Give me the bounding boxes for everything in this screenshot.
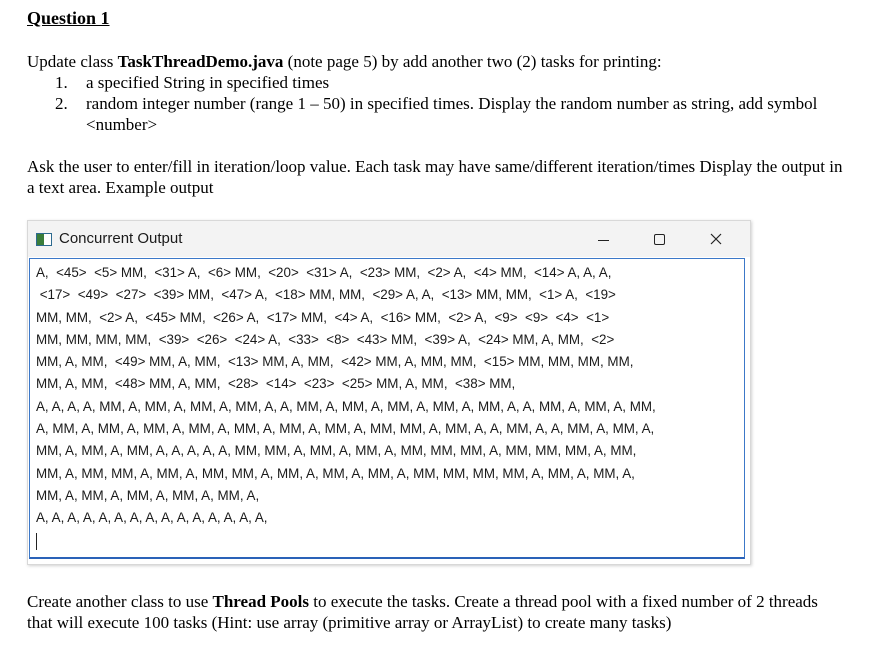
intro-text-after: (note page 5) by add another two (2) tasks for printing: [283, 52, 662, 71]
app-icon [36, 233, 52, 246]
output-line: MM, A, MM, A, MM, A, MM, A, MM, A, [36, 487, 260, 503]
task-text: a specified String in specified times [86, 73, 330, 92]
task-item [55, 93, 835, 135]
intro-paragraph [27, 51, 847, 72]
output-line: MM, MM, <2> A, <45> MM, <26> A, <17> MM, <4> A, <16> MM, <2> A, <9> <9> <4> <1> [36, 309, 610, 325]
closing-paragraph [27, 591, 847, 633]
output-line: A, MM, A, MM, A, MM, A, MM, A, MM, A, MM, A, MM, A, MM, MM, A, MM, A, A, MM, A, A, MM, A, MM, A, [36, 421, 655, 437]
output-line: MM, MM, MM, MM, <39> <26> <24> A, <33> <8> <43> MM, <39> A, <24> MM, A, MM, <2> [36, 331, 615, 347]
task-number: 1. [55, 73, 68, 92]
thread-pools-emphasis: Thread Pools [212, 592, 310, 611]
output-line: MM, A, MM, A, MM, A, A, A, A, A, MM, MM, A, MM, A, MM, A, MM, MM, MM, A, MM, MM, MM, A, MM, [36, 443, 637, 459]
output-line: A, A, A, A, MM, A, MM, A, MM, A, MM, A, A, MM, A, MM, A, MM, A, MM, A, MM, A, A, MM, A, MM, A, MM, [36, 398, 656, 414]
output-line: A, <45> <5> MM, <31> A, <6> MM, <20> <31> A, <23> MM, <2> A, <4> MM, <14> A, A, A, [36, 265, 612, 280]
intro-text-before: Update class [27, 52, 118, 71]
window-titlebar[interactable] [28, 221, 750, 257]
closing-text-before: Create another class to use [27, 592, 213, 611]
output-line: MM, A, MM, MM, A, MM, A, MM, MM, A, MM, A, MM, A, MM, A, MM, MM, MM, MM, A, MM, A, MM, A, [36, 465, 635, 481]
output-line: MM, A, MM, <48> MM, A, MM, <28> <14> <23> <25> MM, A, MM, <38> MM, [36, 376, 516, 392]
task-list [55, 72, 835, 135]
window-title: Concurrent Output [59, 230, 183, 247]
maximize-button[interactable] [637, 221, 683, 257]
close-icon [710, 233, 722, 245]
task-text: random integer number (range 1 – 50) in specified times. Display the random number as string, add symbol <number> [86, 94, 818, 134]
concurrent-output-window [27, 220, 751, 565]
minimize-button[interactable] [581, 221, 627, 257]
task-number: 2. [55, 94, 68, 113]
output-line: A, A, A, A, A, A, A, A, A, A, A, A, A, A, A, [36, 510, 268, 526]
output-line: <17> <49> <27> <39> MM, <47> A, <18> MM, MM, <29> A, A, <13> MM, MM, <1> A, <19> [36, 287, 616, 303]
minimize-icon [598, 240, 609, 241]
instruction-paragraph: Ask the user to enter/fill in iteration/loop value. Each task may have same/different iteration/times Display the output in a text area. Example output [27, 157, 843, 197]
maximize-icon [654, 234, 665, 245]
output-text-area[interactable] [29, 258, 745, 559]
question-title: Question 1 [27, 8, 110, 28]
output-line: MM, A, MM, <49> MM, A, MM, <13> MM, A, MM, <42> MM, A, MM, MM, <15> MM, MM, MM, MM, [36, 354, 634, 370]
close-button[interactable] [693, 221, 739, 257]
task-item [55, 72, 835, 93]
text-caret [36, 533, 37, 550]
closing-text-after: to execute the tasks. Create a thread pool with a fixed number of 2 threads that will execute 100 tasks (Hint: use array (primitive array or ArrayList) to create many tasks) [27, 592, 818, 632]
class-name: TaskThreadDemo.java [117, 52, 284, 71]
